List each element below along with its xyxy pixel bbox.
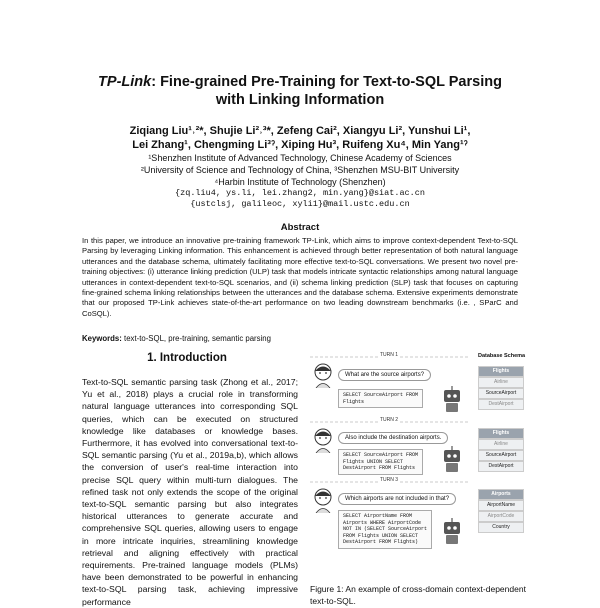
affiliations: [0, 152, 600, 210]
abstract-heading: Abstract: [280, 222, 320, 233]
schema2-col-2: SourceAirport: [478, 450, 524, 461]
schema2-col-1: Airline: [478, 439, 524, 450]
affiliation-3: ⁴Harbin Institute of Technology (Shenzhen): [214, 177, 386, 187]
question-bubble-1: What are the source airports?: [338, 369, 431, 381]
schema3-col-3: Country: [478, 522, 524, 533]
turn-2-label: TURN 2: [380, 417, 399, 423]
introduction-text: Text-to-SQL semantic parsing task (Zhong et al., 2017; Yu et al., 2018) plays a crucial role in transforming natural language utterances into corresponding SQL queries, which can be executed on structured knowledge like databases or knowledge bases. Furthermore, it has evolved into conversational text-to-SQL semantic parsing (Yu et al., 2019a,b), which allows the conversion of user's real-time interaction into precise SQL query within multi-turn dialogues. The refined task not only extends the scope of the original text-to-SQL semantic parsing but also integrates historical utterances to generate accurate and comprehensive SQL queries, allowing users to engage in more intricate inquiries, streamlining knowledge retrieval and aligning effectively with practical requirements. Pre-trained language models (PLMs) have been demonstrated to be powerful in enhancing text-to-SQL parsing task, achieving impressive performance: [82, 377, 298, 607]
sql-box-3: SELECT AirportName FROM Airports WHERE AirportCode NOT IN (SELECT SourceAirport FROM Flights UNION SELECT DestAirport FROM Flights): [338, 510, 432, 549]
turn-1-label: TURN 1: [380, 352, 399, 358]
figure-caption: Figure 1: An example of cross-domain context-dependent text-to-SQL.: [310, 584, 526, 606]
sql-box-1: SELECT SourceAirport FROM Flights: [338, 389, 423, 408]
robot-icon: [440, 518, 464, 546]
user-icon: [312, 427, 334, 453]
schema2-col-3: DestAirport: [478, 461, 524, 472]
email-line-2: {ustclsj, galileoc, xyli1}@mail.ustc.edu.cn: [190, 199, 410, 209]
authors-line1: Ziqiang Liu¹˒²*, Shujie Li²˒³*, Zefeng Cai², Xiangyu Li², Yunshui Li¹,: [129, 125, 471, 137]
paper-title: [0, 73, 600, 109]
question-bubble-3: Which airports are not included in that?: [338, 493, 456, 505]
user-icon: [312, 362, 334, 388]
turn-3-label: TURN 3: [380, 477, 399, 483]
sql-box-2: SELECT SourceAirport FROM Flights UNION SELECT DestAirport FROM Flights: [338, 449, 423, 475]
authors-line2: Lei Zhang¹, Chengming Li³ˀ, Xiping Hu³, Ruifeng Xu⁴, Min Yang¹ˀ: [132, 139, 468, 151]
schema1-col-1: Airline: [478, 377, 524, 388]
user-icon: [312, 487, 334, 513]
schema1-col-3: DestAirport: [478, 399, 524, 410]
email-line-1: {zq.liu4, ys.li, lei.zhang2, min.yang}@siat.ac.cn: [175, 188, 425, 198]
keywords-label: Keywords:: [82, 334, 122, 343]
abstract-text: In this paper, we introduce an innovative pre-training framework TP-Link, which aims to improve context-dependent Text-to-SQL Parsing by leveraging Linking information. This enhancement is achieved through better representation of both natural language utterances and the database schema, ultimately facilitating more effective text-to-SQL conversations. We present two novel pre-training objectives: (i) utterance linking prediction (ULP) task that models intricate syntactic relationships among natural language utterances in context-dependent text-to-SQL scenarios, and (ii) schema linking prediction (SLP) task that focuses on capturing fine-grained schema linking relationships between the utterances and the database schema. Extensive experiments demonstrate that our proposed TP-Link achieves state-of-the-art performance on two leading downstream benchmarks (i.e. , SParC and CoSQL).: [82, 236, 518, 318]
robot-icon: [440, 386, 464, 414]
schema3-col-2: AirportCode: [478, 511, 524, 522]
title-line1: : Fine-grained Pre-Training for Text-to-SQL Parsing: [151, 74, 502, 90]
schema1-table: Flights: [478, 366, 524, 377]
schema1-col-2: SourceAirport: [478, 388, 524, 399]
author-list: [0, 124, 600, 152]
figure-1: [310, 350, 528, 575]
robot-icon: [440, 446, 464, 474]
title-name: TP-Link: [98, 74, 152, 90]
schema3-table: Airports: [478, 489, 524, 500]
keywords-text: text-to-SQL, pre-training, semantic parsing: [124, 334, 271, 343]
title-line2: with Linking Information: [215, 92, 385, 108]
db-schema-heading: Database Schema: [478, 353, 526, 359]
affiliation-1: ¹Shenzhen Institute of Advanced Technology, Chinese Academy of Sciences: [148, 153, 452, 163]
section-heading-introduction: 1. Introduction: [147, 352, 227, 364]
affiliation-2: ²University of Science and Technology of China, ³Shenzhen MSU-BIT University: [140, 165, 460, 175]
schema2-table: Flights: [478, 428, 524, 439]
schema3-col-1: AirportName: [478, 500, 524, 511]
question-bubble-2: Also include the destination airports.: [338, 432, 448, 444]
keywords: [82, 334, 271, 343]
